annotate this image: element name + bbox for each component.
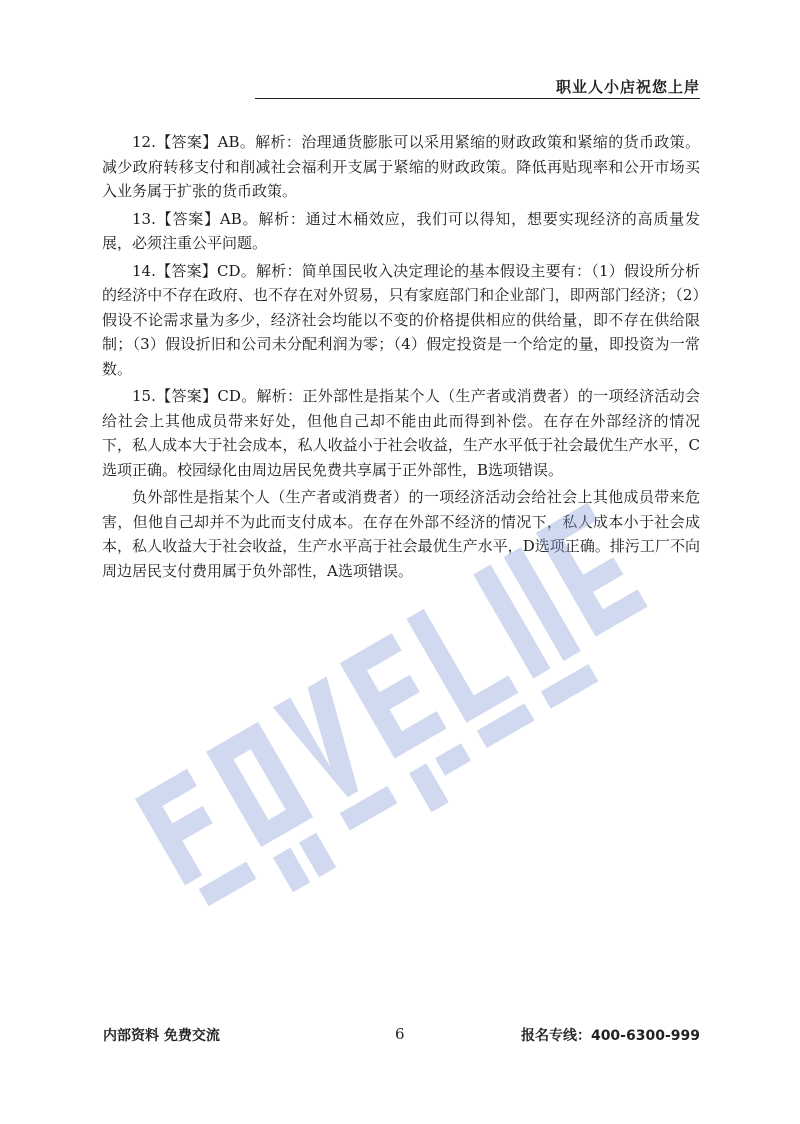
header-divider [255,98,700,99]
answer-12: 12.【答案】AB。解析：治理通货膨胀可以采用紧缩的财政政策和紧缩的货币政策。减少政府转移支付和削减社会福利开支属于紧缩的财政政策。降低再贴现率和公开市场买入业务属于扩张的货币政策。 [102,133,700,200]
answer-15-continued: 负外部性是指某个人（生产者或消费者）的一项经济活动会给社会上其他成员带来危害，但他自己却并不为此而支付成本。在存在外部不经济的情况下，私人成本小于社会成本，私人收益大于社会收益，生产水平高于社会最优生产水平，D选项正确。排污工厂不向周边居民支付费用属于负外部性，A选项错误。 [102,488,700,580]
answer-14: 14.【答案】CD。解析：简单国民收入决定理论的基本假设主要有：（1）假设所分析的经济中不存在政府、也不存在对外贸易，只有家庭部门和企业部门，即两部门经济；（2）假设不论需求量为多少，经济社会均能以不变的价格提供相应的供给量，即不存在供给限制；（3）假设折旧和公司未分配利润为零；（4）假定投资是一个给定的量，即投资为一常数。 [102,261,700,378]
answer-15: 15.【答案】CD。解析：正外部性是指某个人（生产者或消费者）的一项经济活动会给社会上其他成员带来好处，但他自己却不能由此而得到补偿。在存在外部经济的情况下，私人成本大于社会成本，私人收益小于社会收益，生产水平低于社会最优生产水平，C选项正确。校园绿化由周边居民免费共享属于正外部性，B选项错误。 [102,387,700,479]
answer-13: 13.【答案】AB。解析：通过木桶效应，我们可以得知，想要实现经济的高质量发展，必须注重公平问题。 [102,209,700,252]
answer-explanations [102,130,700,586]
footer-hotline: 报名专线：400-6300-999 [520,1028,700,1044]
page-header-title: 职业人小店祝您上岸 [555,78,700,96]
footer-internal-note: 内部资料 免费交流 [103,1028,220,1044]
page-number: 6 [395,1025,405,1043]
